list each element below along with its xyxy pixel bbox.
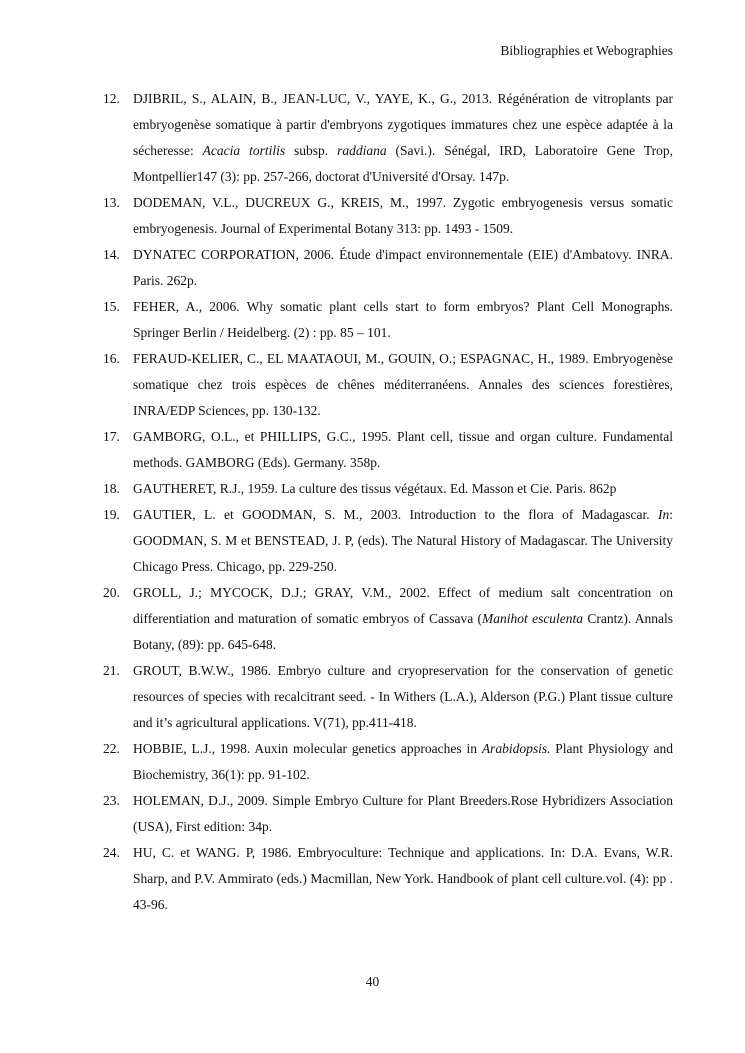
reference-text-segment: GROLL, J.; MYCOCK, D.J.; GRAY, V.M., 2002. Effect of medium salt concentration on differentiation and maturation of somatic embryos of Cassava ( (133, 585, 673, 626)
reference-item (96, 190, 673, 242)
reference-text-segment: Crantz). Annals Botany, (89): pp. 645-648. (133, 611, 674, 652)
reference-number: 24. (103, 845, 120, 860)
reference-text-segment: HU, C. et WANG. P, 1986. Embryoculture: Technique and applications. In: D.A. Evans, W.R. Sharp, and P.V. Ammirato (eds.) Macmillan, New York. Handbook of plant cell culture.vol. (4): pp . 43-96. (133, 845, 673, 912)
reference-number: 23. (103, 793, 120, 808)
reference-text (133, 585, 673, 652)
reference-italic-text: Arabidopsis. (481, 741, 551, 756)
reference-number: 16. (103, 351, 120, 366)
reference-item (96, 580, 673, 658)
reference-text (133, 429, 673, 470)
reference-number: 22. (103, 741, 120, 756)
reference-number: 18. (103, 481, 120, 496)
reference-italic-text: Acacia tortilis (202, 143, 286, 158)
reference-text (133, 195, 673, 236)
reference-text-segment: Plant Physiology and Biochemistry, 36(1): pp. 91-102. (133, 741, 673, 782)
reference-item (96, 736, 673, 788)
reference-text (133, 481, 616, 496)
reference-item (96, 242, 673, 294)
reference-number: 19. (103, 507, 120, 522)
reference-italic-text: Manihot esculenta (482, 611, 584, 626)
reference-text (133, 507, 673, 574)
reference-text-segment: GAUTHERET, R.J., 1959. La culture des tissus végétaux. Ed. Masson et Cie. Paris. 862p (133, 481, 617, 496)
reference-item (96, 840, 673, 918)
reference-number: 15. (103, 299, 120, 314)
reference-item (96, 86, 673, 190)
reference-number: 14. (103, 247, 120, 262)
running-header: Bibliographies et Webographies (500, 43, 673, 58)
reference-text-segment: FEHER, A., 2006. Why somatic plant cells start to form embryos? Plant Cell Monographs. Springer Berlin / Heidelberg. (2) : pp. 85 – 101. (133, 299, 673, 340)
reference-text (133, 299, 673, 340)
reference-text-segment: subsp. (285, 143, 338, 158)
reference-item (96, 476, 673, 502)
reference-item (96, 788, 673, 840)
reference-number: 17. (103, 429, 120, 444)
reference-text-segment: GAUTIER, L. et GOODMAN, S. M., 2003. Introduction to the flora of Madagascar. (133, 507, 658, 522)
reference-list (96, 86, 673, 918)
reference-text-segment: GROUT, B.W.W., 1986. Embryo culture and cryopreservation for the conservation of genetic resources of species with recalcitrant seed. - In Withers (L.A.), Alderson (P.G.) Plant tissue culture and it’s agricultural applications. V(71), pp.411-418. (133, 663, 673, 730)
reference-text (133, 247, 673, 288)
reference-text-segment: HOLEMAN, D.J., 2009. Simple Embryo Culture for Plant Breeders.Rose Hybridizers Association (USA), First edition: 34p. (133, 793, 673, 834)
reference-text (133, 741, 673, 782)
reference-item (96, 346, 673, 424)
reference-italic-text: raddiana (337, 143, 387, 158)
reference-text (133, 351, 673, 418)
reference-text (133, 845, 673, 912)
reference-number: 13. (103, 195, 120, 210)
reference-italic-text: In (657, 507, 670, 522)
reference-text-segment: DYNATEC CORPORATION, 2006. Étude d'impact environnementale (EIE) d'Ambatovy. INRA. Paris. 262p. (133, 247, 673, 288)
reference-text-segment: DODEMAN, V.L., DUCREUX G., KREIS, M., 1997. Zygotic embryogenesis versus somatic embryogenesis. Journal of Experimental Botany 313: pp. 1493 - 1509. (133, 195, 673, 236)
reference-text-segment: GAMBORG, O.L., et PHILLIPS, G.C., 1995. Plant cell, tissue and organ culture. Fundamental methods. GAMBORG (Eds). Germany. 358p. (133, 429, 673, 470)
reference-number: 20. (103, 585, 120, 600)
reference-item (96, 424, 673, 476)
reference-text-segment: : GOODMAN, S. M et BENSTEAD, J. P, (eds). The Natural History of Madagascar. The University Chicago Press. Chicago, pp. 229-250. (133, 507, 673, 574)
page-number: 40 (365, 974, 380, 989)
reference-number: 21. (103, 663, 120, 678)
reference-item (96, 294, 673, 346)
reference-item (96, 502, 673, 580)
reference-number: 12. (103, 91, 120, 106)
reference-text (133, 793, 673, 834)
reference-text-segment: FERAUD-KELIER, C., EL MAATAOUI, M., GOUIN, O.; ESPAGNAC, H., 1989. Embryogenèse somatique chez trois espèces de chênes méditerranéens. Annales des sciences forestières, INRA/EDP Sciences, pp. 130-132. (133, 351, 673, 418)
reference-text (133, 91, 673, 184)
reference-text-segment: DJIBRIL, S., ALAIN, B., JEAN-LUC, V., YAYE, K., G., 2013. Régénération de vitroplants par embryogenèse somatique à partir d'embryons zygotiques immatures chez une espèce adaptée à la sécheresse: (133, 91, 673, 158)
reference-item (96, 658, 673, 736)
reference-text-segment: (Savi.). Sénégal, IRD, Laboratoire Gene Trop, Montpellier147 (3): pp. 257-266, doctorat d'Université d'Orsay. 147p. (133, 143, 673, 184)
reference-text (133, 663, 673, 730)
reference-text-segment: HOBBIE, L.J., 1998. Auxin molecular genetics approaches in (133, 741, 482, 756)
